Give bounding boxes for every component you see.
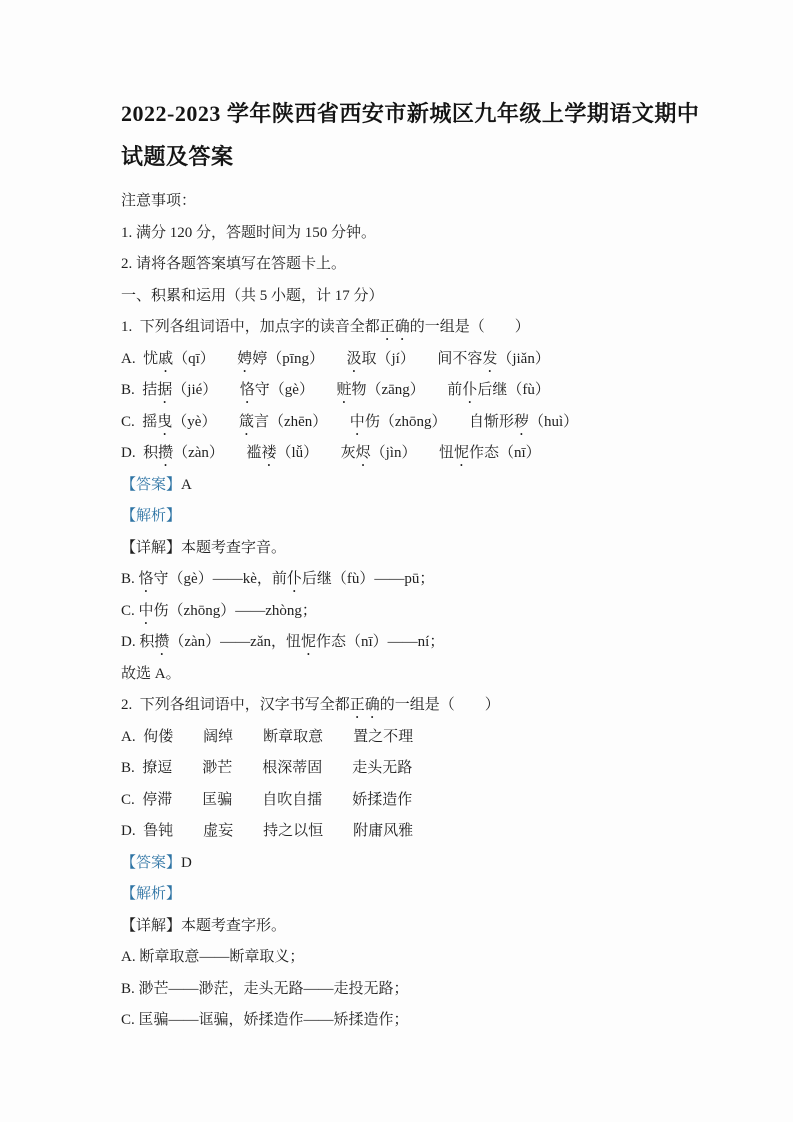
- text-segment: 物（zāng） 前: [351, 382, 463, 398]
- text-segment: 一、积累和运用（共 5 小题，计 17 分）: [121, 287, 384, 304]
- text-segment: C. 摇: [121, 413, 158, 430]
- q2-detail-a: [121, 942, 685, 974]
- emphasized-text: 怩: [453, 445, 469, 461]
- q1-option-b: [121, 375, 685, 407]
- text-segment: C. 匡骗——诓骗，娇揉造作——矫揉造作；: [121, 1012, 409, 1028]
- text-segment: B.: [121, 571, 139, 587]
- q1-detail-d: [121, 627, 685, 659]
- text-segment: 【详解】本题考查字形。: [121, 917, 287, 934]
- q1-stem: [121, 312, 685, 344]
- text-segment: 后继（fù）——pū；: [301, 571, 435, 587]
- text-segment: 的一组是（ ）: [409, 319, 530, 335]
- text-segment: （lǚ） 灰: [276, 445, 356, 461]
- text-segment: B. 撩逗 渺芒 根深蒂固 走头无路: [121, 760, 413, 776]
- text-segment: B. 拮: [121, 382, 158, 398]
- q2-analysis-label: [121, 879, 685, 911]
- q1-option-d: [121, 438, 685, 470]
- document-title: [121, 92, 700, 178]
- text-segment: 伤（zhōng）——zhòng；: [153, 602, 317, 619]
- emphasized-text: 攒: [158, 445, 174, 461]
- q1-conclusion: [121, 659, 685, 691]
- q1-answer: [121, 470, 685, 502]
- emphasized-text: 秽: [513, 413, 529, 430]
- q1-option-c: [121, 407, 685, 439]
- answer-bracket-label: 【答案】: [121, 854, 182, 871]
- text-segment: D. 积: [121, 634, 155, 650]
- q1-detail-c: [121, 596, 685, 628]
- text-segment: D. 鲁钝 虚妄 持之以恒 附庸风雅: [121, 823, 414, 839]
- emphasized-text: 怩: [301, 634, 317, 650]
- text-segment: （huì）: [529, 413, 579, 430]
- text-segment: 【详解】本题考查字音。: [121, 539, 287, 556]
- answer-bracket-label: 【答案】: [121, 476, 182, 493]
- text-segment: 2. 请将各题答案填写在答题卡上。: [121, 256, 347, 272]
- emphasized-text: 赃: [336, 382, 352, 398]
- text-segment: 2. 下列各组词语中，汉字书写全都: [121, 697, 350, 713]
- emphasized-text: 仆: [462, 382, 478, 398]
- text-segment: D. 积: [121, 445, 159, 461]
- text-segment: 注意事项：: [121, 193, 197, 209]
- document-body: [121, 186, 685, 1037]
- emphasized-text: 攒: [154, 634, 170, 650]
- text-segment: 伤（zhōng） 自惭形: [364, 413, 514, 430]
- text-segment: （jié）: [172, 382, 240, 398]
- emphasized-text: 曳: [157, 413, 173, 430]
- section-1-heading: [121, 281, 685, 313]
- q1-analysis-label: [121, 501, 685, 533]
- emphasized-text: 据: [157, 382, 173, 398]
- q2-answer: [121, 848, 685, 880]
- q2-option-c: [121, 785, 685, 817]
- emphasized-text: 恪: [239, 382, 255, 398]
- emphasized-text: 中: [138, 602, 154, 619]
- text-segment: B. 渺芒——渺茫，走头无路——走投无路；: [121, 980, 409, 997]
- q1-detail-heading: [121, 533, 685, 565]
- q2-detail-b: [121, 974, 685, 1006]
- q2-option-b: [121, 753, 685, 785]
- text-segment: 1. 下列各组词语中，加点字的读音全都: [121, 319, 380, 335]
- q2-stem: [121, 690, 685, 722]
- notice-item-1: [121, 218, 685, 250]
- text-segment: A. 忧: [121, 350, 159, 367]
- text-segment: 故选 A。: [121, 665, 181, 682]
- document-title-line-2: 试题及答案: [121, 144, 234, 169]
- q1-option-a: [121, 344, 685, 376]
- emphasized-text: 烬: [355, 445, 371, 461]
- q2-option-a: [121, 722, 685, 754]
- q2-detail-c: [121, 1005, 685, 1037]
- text-segment: （zàn） 褴: [173, 445, 262, 461]
- emphasized-text: 仆: [286, 571, 302, 587]
- text-segment: 作态（nī）: [469, 445, 541, 461]
- text-segment: C.: [121, 602, 139, 619]
- text-segment: （zàn）——zǎn，忸: [169, 634, 301, 650]
- text-segment: 言（zhēn）: [253, 413, 350, 430]
- text-segment: 取（jí） 间不容: [361, 350, 483, 367]
- q2-detail-heading: [121, 911, 685, 943]
- text-segment: 守（gè）——kè，前: [153, 571, 287, 587]
- emphasized-text: 褛: [261, 445, 277, 461]
- notice-item-2: [121, 249, 685, 281]
- emphasized-text: 正确: [379, 319, 410, 335]
- emphasized-text: 汲: [346, 350, 362, 367]
- emphasized-text: 戚: [158, 350, 174, 367]
- document-title-line-1: 2022-2023 学年陕西省西安市新城区九年级上学期语文期中: [121, 101, 700, 126]
- notice-heading: [121, 186, 685, 218]
- text-segment: 后继（fù）: [477, 382, 550, 398]
- text-segment: （jiǎn）: [497, 350, 550, 367]
- text-segment: 婷（pīng）: [252, 350, 347, 367]
- text-segment: （yè）: [172, 413, 239, 430]
- emphasized-text: 娉: [237, 350, 253, 367]
- emphasized-text: 中: [349, 413, 365, 430]
- text-segment: 1. 满分 120 分，答题时间为 150 分钟。: [121, 224, 377, 241]
- emphasized-text: 发: [482, 350, 498, 367]
- q2-option-d: [121, 816, 685, 848]
- answer-bracket-label: 【解析】: [121, 886, 182, 902]
- text-segment: C. 停滞 匡骗 自吹自擂 娇揉造作: [121, 791, 413, 808]
- emphasized-text: 恪: [138, 571, 154, 587]
- answer-bracket-label: 【解析】: [121, 508, 182, 524]
- text-segment: A. 断章取意——断章取义；: [121, 949, 305, 965]
- text-segment: 的一组是（ ）: [379, 697, 500, 713]
- text-segment: 作态（nī）——ní；: [316, 634, 445, 650]
- text-segment: A. 佝偻 阔绰 断章取意 置之不理: [121, 728, 414, 745]
- text-segment: （qī）: [173, 350, 238, 367]
- emphasized-text: 正确: [349, 697, 380, 713]
- q1-detail-b: [121, 564, 685, 596]
- text-segment: 守（gè）: [254, 382, 337, 398]
- text-segment: A: [181, 476, 192, 493]
- emphasized-text: 箴: [238, 413, 254, 430]
- text-segment: D: [181, 854, 192, 871]
- text-segment: （jìn） 忸: [370, 445, 454, 461]
